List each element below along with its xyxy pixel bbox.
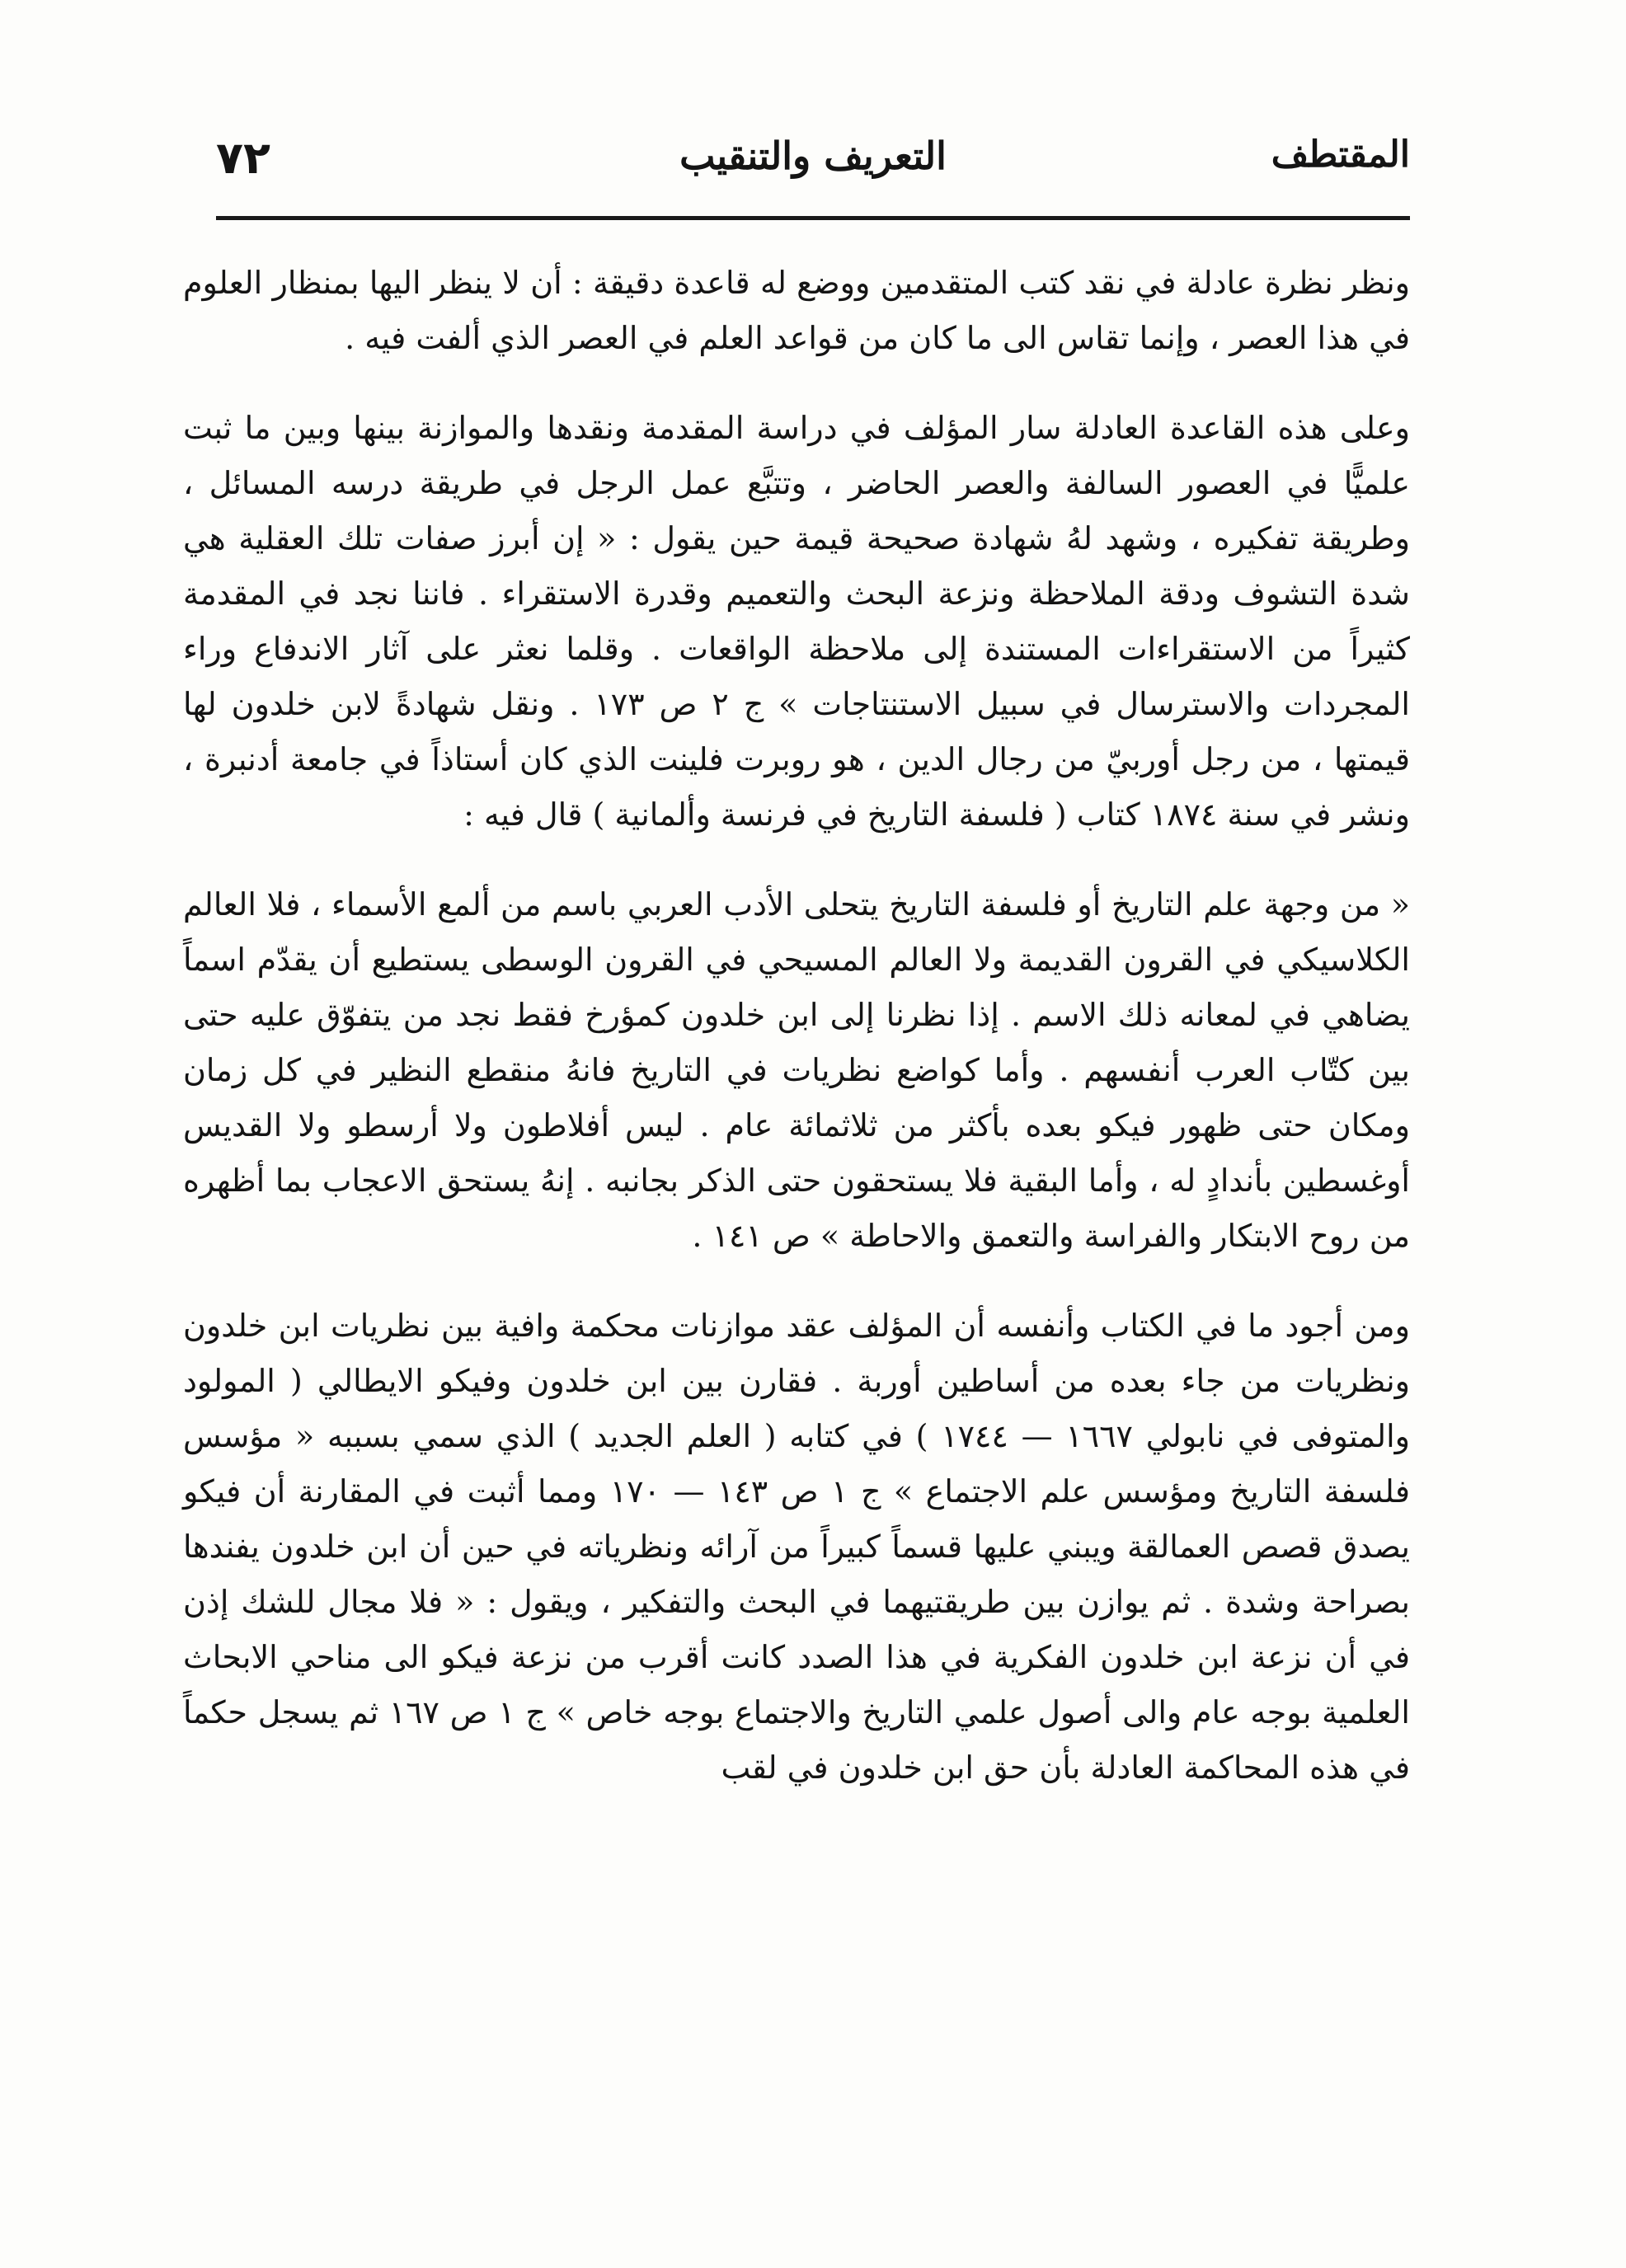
running-header: [216, 125, 1410, 191]
journal-name: المقتطف: [1271, 134, 1410, 176]
article-body: [183, 247, 1410, 1796]
section-title: التعريف والتنقيب: [679, 134, 947, 178]
page-number: ٧٢: [216, 132, 270, 184]
paragraph-criticism-rule: ونظر نظرة عادلة في نقد كتب المتقدمين ووضع له قاعدة دقيقة : أن لا ينظر اليها بمنظار العلوم في هذا العصر ، وإنما تقاس الى ما كان من قواعد العلم في العصر الذي ألفت فيه .: [183, 265, 1410, 356]
paragraph-author-study: وعلى هذه القاعدة العادلة سار المؤلف في دراسة المقدمة ونقدها والموازنة بينها وبين ما ثبت علميًّا في العصور السالفة والعصر الحاضر ، وتتبَّع عمل الرجل في طريقة درسه المسائل ، وطريقة تفكيره ، وشهد لهُ شهادة صحيحة قيمة حين يقول : « إن أبرز صفات تلك العقلية هي شدة التشوف ودقة الملاحظة ونزعة البحث والتعميم وقدرة الاستقراء . فاننا نجد في المقدمة كثيراً من الاستقراءات المستندة إلى ملاحظة الواقعات . وقلما نعثر على آثار الاندفاع وراء المجردات والاسترسال في سبيل الاستنتاجات » ج ٢ ص ١٧٣ . ونقل شهادةً لابن خلدون لها قيمتها ، من رجل أوربيّ من رجال الدين ، هو روبرت فلينت الذي كان أستاذاً في جامعة أدنبرة ، ونشر في سنة ١٨٧٤ كتاب ( فلسفة التاريخ في فرنسة وألمانية ) قال فيه :: [183, 410, 1410, 833]
paragraph-flint-quote: « من وجهة علم التاريخ أو فلسفة التاريخ يتحلى الأدب العربي باسم من ألمع الأسماء ، فلا العالم الكلاسيكي في القرون القديمة ولا العالم المسيحي في القرون الوسطى يستطيع أن يقدّم اسماً يضاهي في لمعانه ذلك الاسم . إذا نظرنا إلى ابن خلدون كمؤرخ فقط نجد من يتفوّق عليه حتى بين كتّاب العرب أنفسهم . وأما كواضع نظريات في التاريخ فانهُ منقطع النظير في كل زمان ومكان حتى ظهور فيكو بعده بأكثر من ثلاثمائة عام . ليس أفلاطون ولا أرسطو ولا القديس أوغسطين بأندادٍ له ، وأما البقية فلا يستحقون حتى الذكر بجانبه . إنهُ يستحق الاعجاب بما أظهره من روح الابتكار والفراسة والتعمق والاحاطة » ص ١٤١ .: [183, 886, 1410, 1254]
paragraph-vico-comparison: ومن أجود ما في الكتاب وأنفسه أن المؤلف عقد موازنات محكمة وافية بين نظريات ابن خلدون ونظريات من جاء بعده من أساطين أوربة . فقارن بين ابن خلدون وفيكو الايطالي ( المولود والمتوفى في نابولي ١٦٦٧ — ١٧٤٤ ) في كتابه ( العلم الجديد ) الذي سمي بسببه « مؤسس فلسفة التاريخ ومؤسس علم الاجتماع » ج ١ ص ١٤٣ — ١٧٠ ومما أثبت في المقارنة أن فيكو يصدق قصص العمالقة ويبني عليها قسماً كبيراً من آرائه ونظرياته في حين أن ابن خلدون يفندها بصراحة وشدة . ثم يوازن بين طريقتيهما في البحث والتفكير ، ويقول : « فلا مجال للشك إذن في أن نزعة ابن خلدون الفكرية في هذا الصدد كانت أقرب من نزعة فيكو الى مناحي الابحاث العلمية بوجه عام والى أصول علمي التاريخ والاجتماع بوجه خاص » ج ١ ص ١٦٧ ثم يسجل حكماً في هذه المحاكمة العادلة بأن حق ابن خلدون في لقب: [183, 1308, 1410, 1786]
header-divider: [216, 216, 1410, 220]
